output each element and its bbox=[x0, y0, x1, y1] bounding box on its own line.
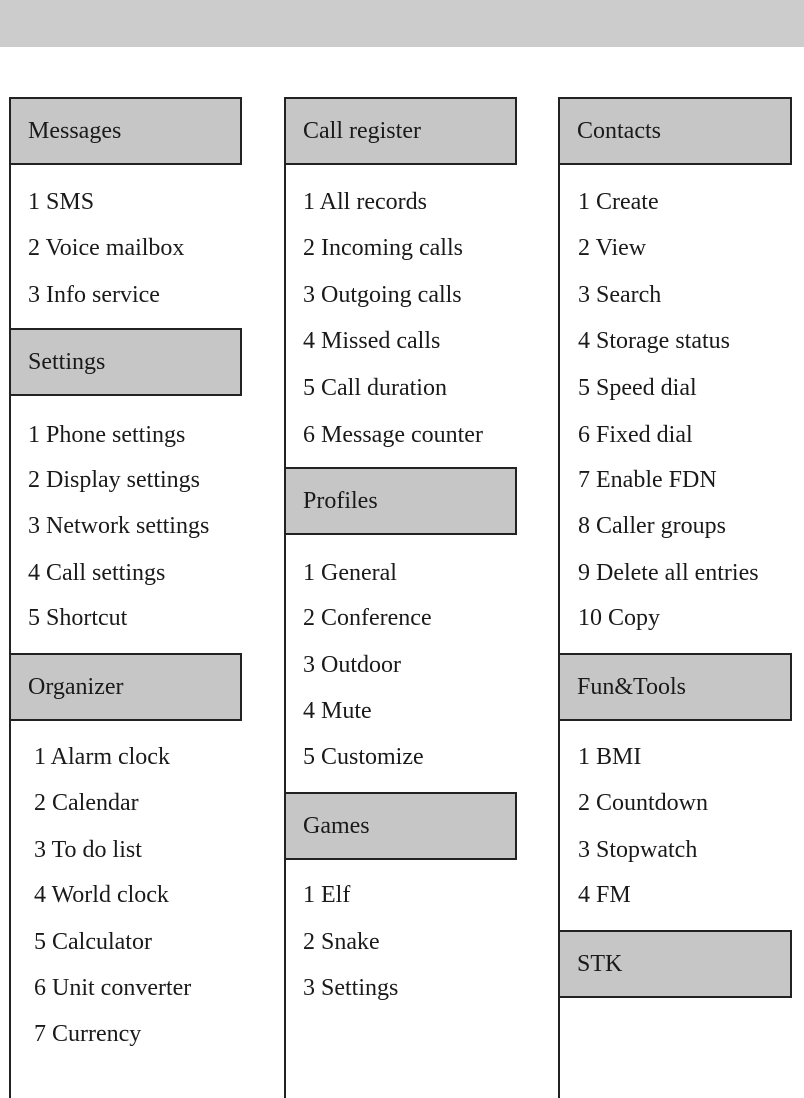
header-messages: Messages bbox=[11, 97, 242, 165]
menu-item: 1 Elf bbox=[303, 882, 351, 908]
menu-item: 3 Network settings bbox=[28, 513, 210, 539]
header-games: Games bbox=[286, 792, 517, 860]
menu-item: 1 Alarm clock bbox=[34, 744, 170, 770]
menu-item: 3 Info service bbox=[28, 282, 160, 308]
menu-item: 1 BMI bbox=[578, 744, 642, 770]
menu-item: 5 Call duration bbox=[303, 375, 447, 401]
menu-item: 5 Shortcut bbox=[28, 605, 128, 631]
menu-item: 4 Storage status bbox=[578, 328, 730, 354]
menu-item: 4 Call settings bbox=[28, 560, 166, 586]
header-fun-tools: Fun&Tools bbox=[560, 653, 792, 721]
menu-item: 3 Search bbox=[578, 282, 662, 308]
menu-item: 4 Mute bbox=[303, 698, 372, 724]
menu-item: 2 Conference bbox=[303, 605, 432, 631]
menu-item: 3 To do list bbox=[34, 837, 142, 863]
menu-item: 6 Unit converter bbox=[34, 975, 192, 1001]
menu-item: 1 All records bbox=[303, 189, 427, 215]
header-contacts: Contacts bbox=[560, 97, 792, 165]
menu-item: 2 Incoming calls bbox=[303, 235, 463, 261]
menu-item: 6 Message counter bbox=[303, 422, 483, 448]
menu-item: 2 Voice mailbox bbox=[28, 235, 185, 261]
menu-item: 1 Create bbox=[578, 189, 659, 215]
menu-item: 6 Fixed dial bbox=[578, 422, 693, 448]
menu-item: 2 Countdown bbox=[578, 790, 709, 816]
menu-item: 3 Outdoor bbox=[303, 652, 401, 678]
menu-item: 1 Phone settings bbox=[28, 422, 186, 448]
menu-item: 8 Caller groups bbox=[578, 513, 726, 539]
menu-item: 3 Settings bbox=[303, 975, 399, 1001]
header-settings: Settings bbox=[11, 328, 242, 396]
header-stk: STK bbox=[560, 930, 792, 998]
column-2-line bbox=[284, 97, 286, 1098]
header-call-register: Call register bbox=[286, 97, 517, 165]
menu-item: 5 Speed dial bbox=[578, 375, 697, 401]
menu-item: 9 Delete all entries bbox=[578, 560, 759, 586]
column-1-line bbox=[9, 97, 11, 1098]
header-organizer: Organizer bbox=[11, 653, 242, 721]
menu-item: 4 Missed calls bbox=[303, 328, 441, 354]
menu-item: 1 SMS bbox=[28, 189, 95, 215]
menu-item: 3 Stopwatch bbox=[578, 837, 698, 863]
menu-item: 4 FM bbox=[578, 882, 631, 908]
header-profiles: Profiles bbox=[286, 467, 517, 535]
menu-item: 7 Enable FDN bbox=[578, 467, 717, 493]
menu-item: 1 General bbox=[303, 560, 397, 586]
menu-item: 2 Calendar bbox=[34, 790, 139, 816]
menu-item: 2 Snake bbox=[303, 929, 380, 955]
menu-item: 3 Outgoing calls bbox=[303, 282, 462, 308]
menu-item: 10 Copy bbox=[578, 605, 661, 631]
menu-item: 2 Display settings bbox=[28, 467, 200, 493]
menu-item: 5 Calculator bbox=[34, 929, 152, 955]
menu-item: 5 Customize bbox=[303, 744, 424, 770]
menu-item: 4 World clock bbox=[34, 882, 169, 908]
menu-item: 7 Currency bbox=[34, 1021, 142, 1047]
menu-item: 2 View bbox=[578, 235, 647, 261]
top-bar bbox=[0, 0, 804, 47]
